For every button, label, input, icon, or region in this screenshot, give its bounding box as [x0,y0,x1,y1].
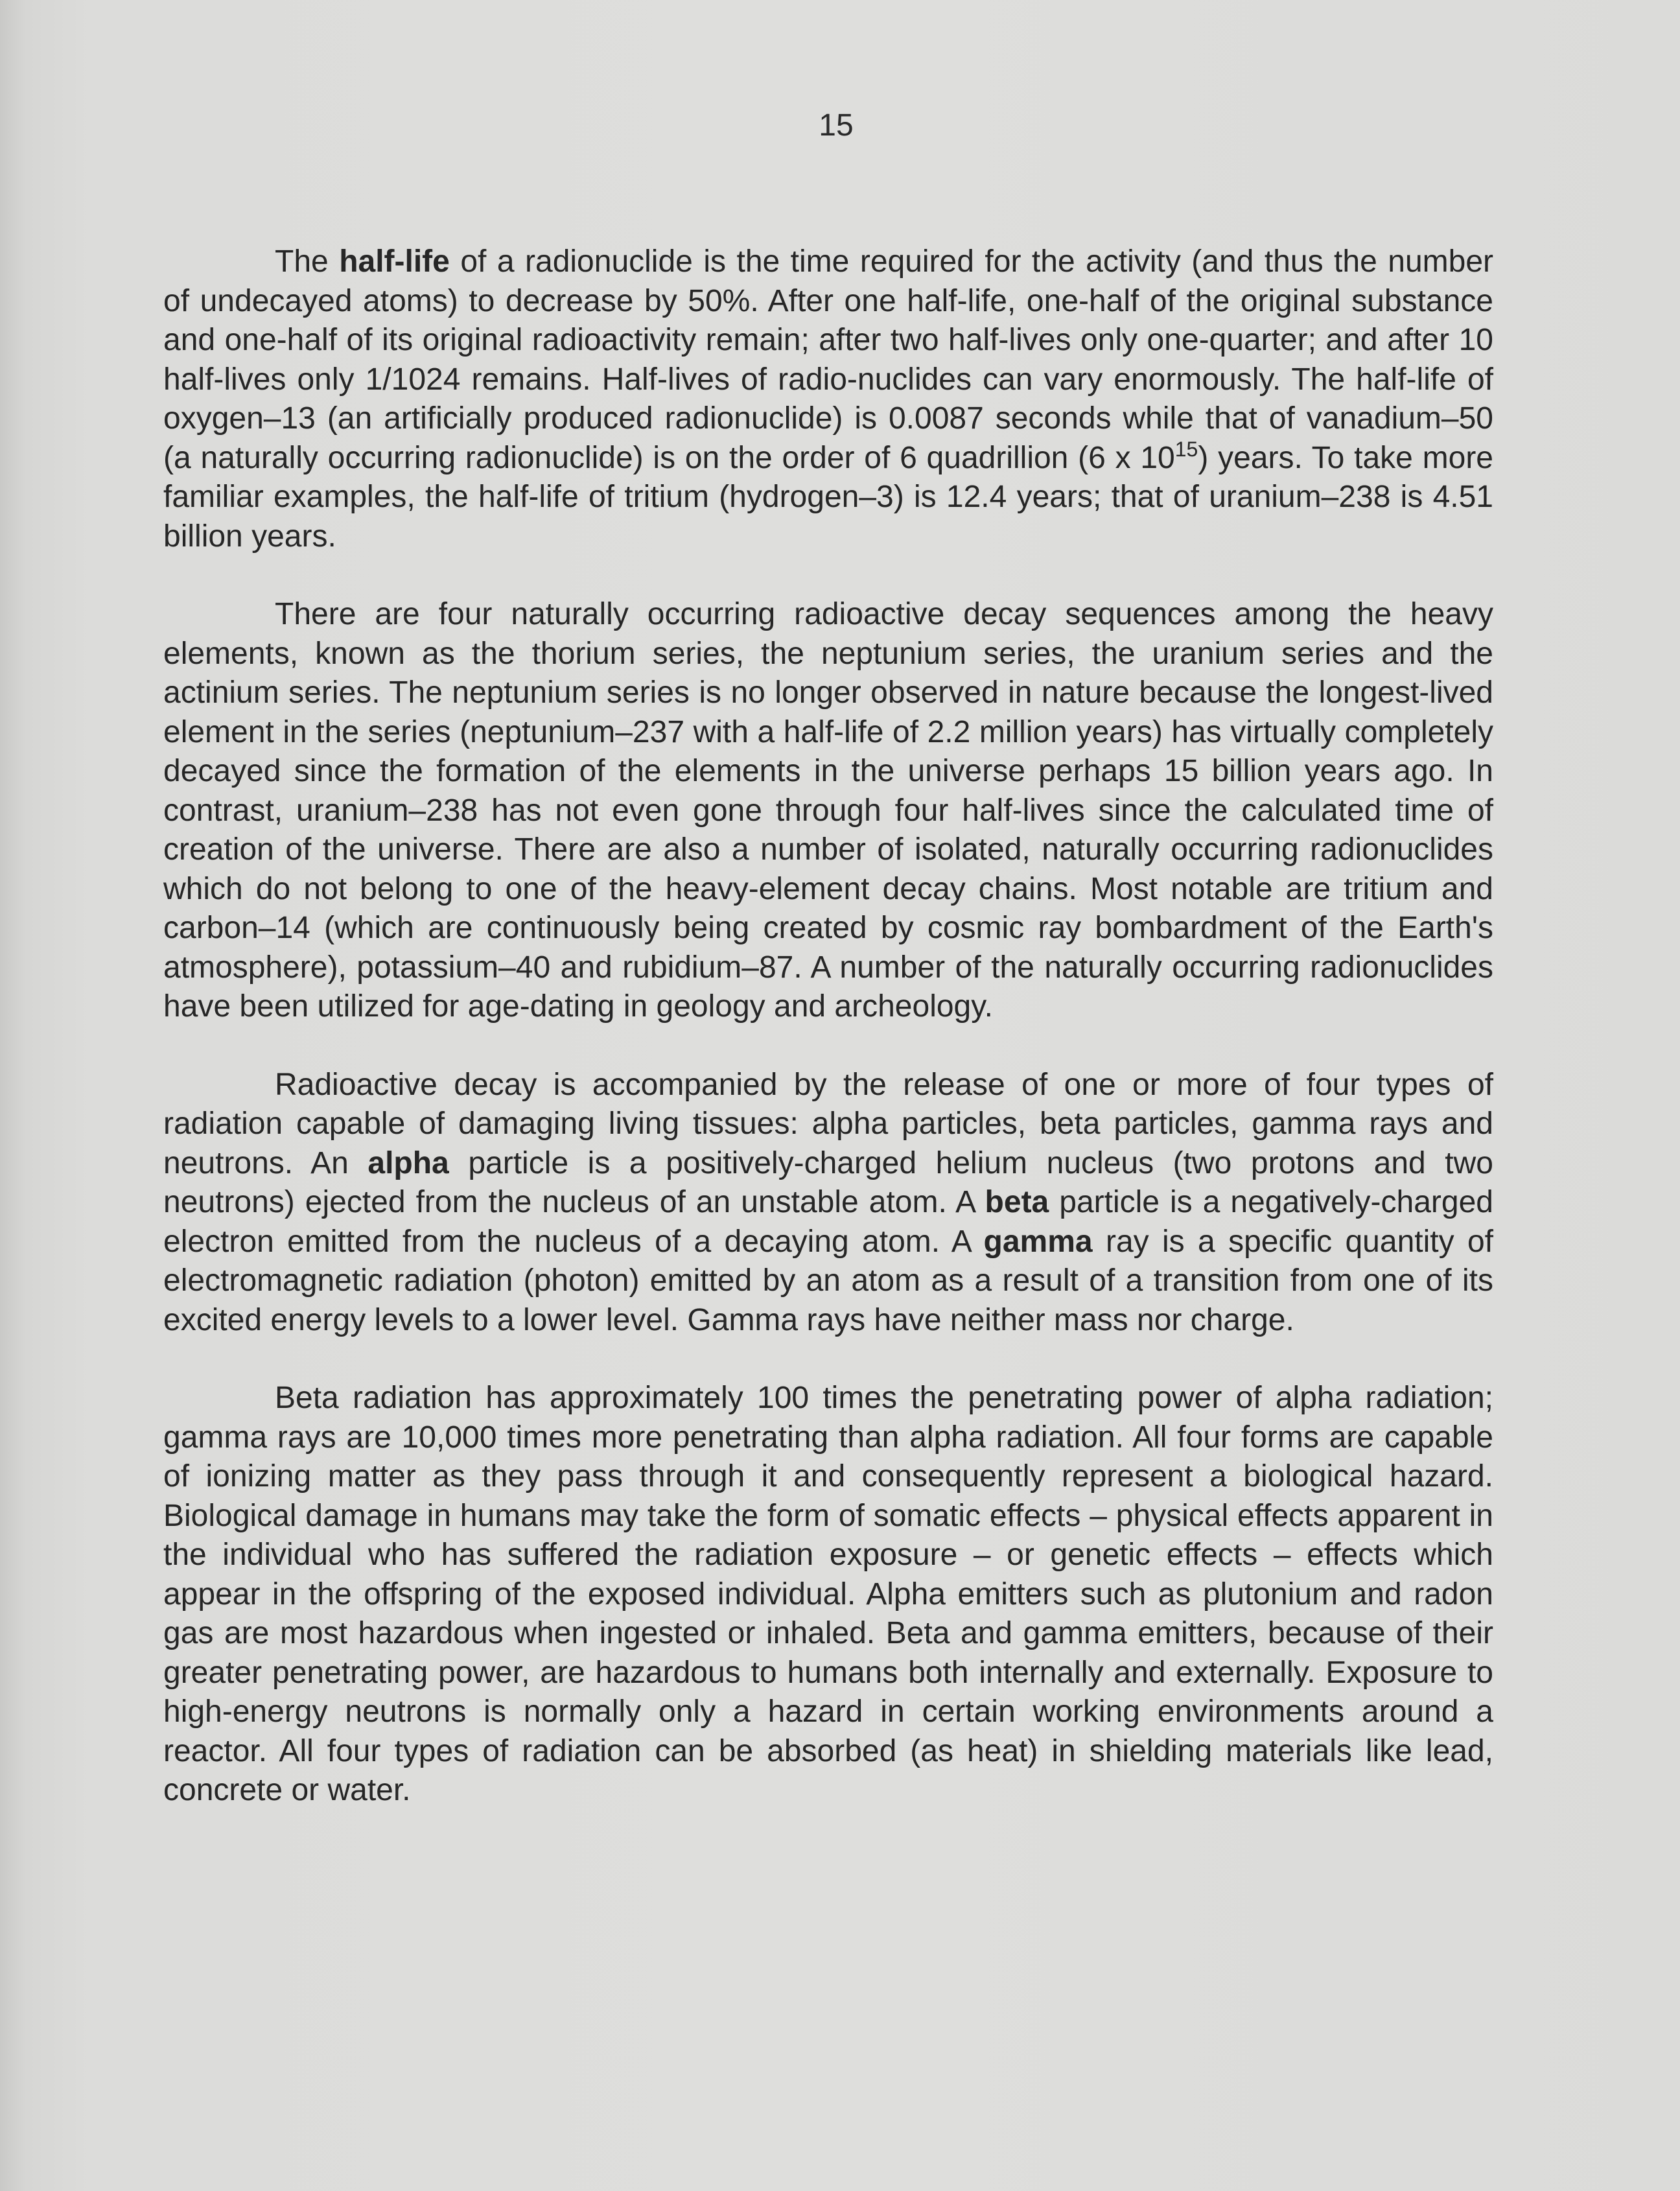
text-run: ) years. To take more familiar examples, the half-life of tritium (hydrogen–3) is 12.4 years; that of uranium–238 is 4.51 billion years. [163,440,1493,554]
text-run: particle is a positively-charged helium nucleus (two protons and two neutrons) ejected from the nucleus of an unstable atom. A [163,1145,1493,1219]
text-run: particle is a negatively-charged electron emitted from the nucleus of a decaying atom. A [163,1185,1493,1259]
text-run: of a radionuclide is the time required for the activity (and thus the number of undecayed atoms) to decrease by 50%. After one half-life, one-half of the original substance and one-half of its original radioactivity remain; after two half-lives only one-quarter; and after 10 half-lives only 1/1024 remains. Half-lives of radio-nuclides can vary enormously. The half-life of oxygen–13 (an artificially produced radionuclide) is 0.0087 seconds while that of vanadium–50 (a naturally occurring radionuclide) is on the order of 6 quadrillion (6 x 10 [163,244,1493,475]
text-run: Radioactive decay is accompanied by the release of one or more of four types of radiation capable of damaging living tissues: alpha particles, beta particles, gamma rays and neutrons. An [163,1067,1493,1180]
paragraph-radiation-types [163,1066,1493,1341]
text-run: There are four naturally occurring radioactive decay sequences among the heavy elements, known as the thorium series, the neptunium series, the uranium series and the actinium series. The neptunium series is no longer observed in nature because the longest-lived element in the series (neptunium–237 with a half-life of 2.2 million years) has virtually completely decayed since the formation of the elements in the universe perhaps 15 billion years ago. In contrast, uranium–238 has not even gone through four half-lives since the calculated time of creation of the universe. There are also a number of isolated, naturally occurring radionuclides which do not belong to one of the heavy-element decay chains. Most notable are tritium and carbon–14 (which are continuously being created by cosmic ray bombardment of the Earth's atmosphere), potassium–40 and rubidium–87. A number of the naturally occurring radionuclides have been utilized for age-dating in geology and archeology. [163,597,1493,1024]
text-run: Beta radiation has approximately 100 times the penetrating power of alpha radiation; gamma rays are 10,000 times more penetrating than alpha radiation. All four forms are capable of ionizing matter as they pass through it and consequently represent a biological hazard. Biological damage in humans may take the form of somatic effects – physical effects apparent in the individual who has suffered the radiation exposure – or genetic effects – effects which appear in the offspring of the exposed individual. Alpha emitters such as plutonium and radon gas are most hazardous when ingested or inhaled. Beta and gamma emitters, because of their greater penetrating power, are hazardous to humans both internally and externally. Exposure to high-energy neutrons is normally only a hazard in certain working environments around a reactor. All four types of radiation can be absorbed (as heat) in shielding materials like lead, concrete or water. [163,1381,1493,1807]
bold-term: beta [985,1185,1049,1219]
page-number: 15 [819,108,854,143]
paragraph-penetrating-power [163,1379,1493,1810]
paragraph-decay-series [163,595,1493,1027]
body-text [163,242,1493,1849]
paragraph-half-life [163,242,1493,556]
bold-term: half-life [339,244,450,279]
bold-term: gamma [983,1224,1093,1259]
bold-term: alpha [368,1145,449,1180]
text-run: ray is a specific quantity of electromagnetic radiation (photon) emitted by an atom as a result of a transition from one of its excited energy levels to a lower level. Gamma rays have neither mass nor charge. [163,1224,1493,1337]
text-run: The [275,244,340,279]
superscript: 15 [1174,437,1198,461]
